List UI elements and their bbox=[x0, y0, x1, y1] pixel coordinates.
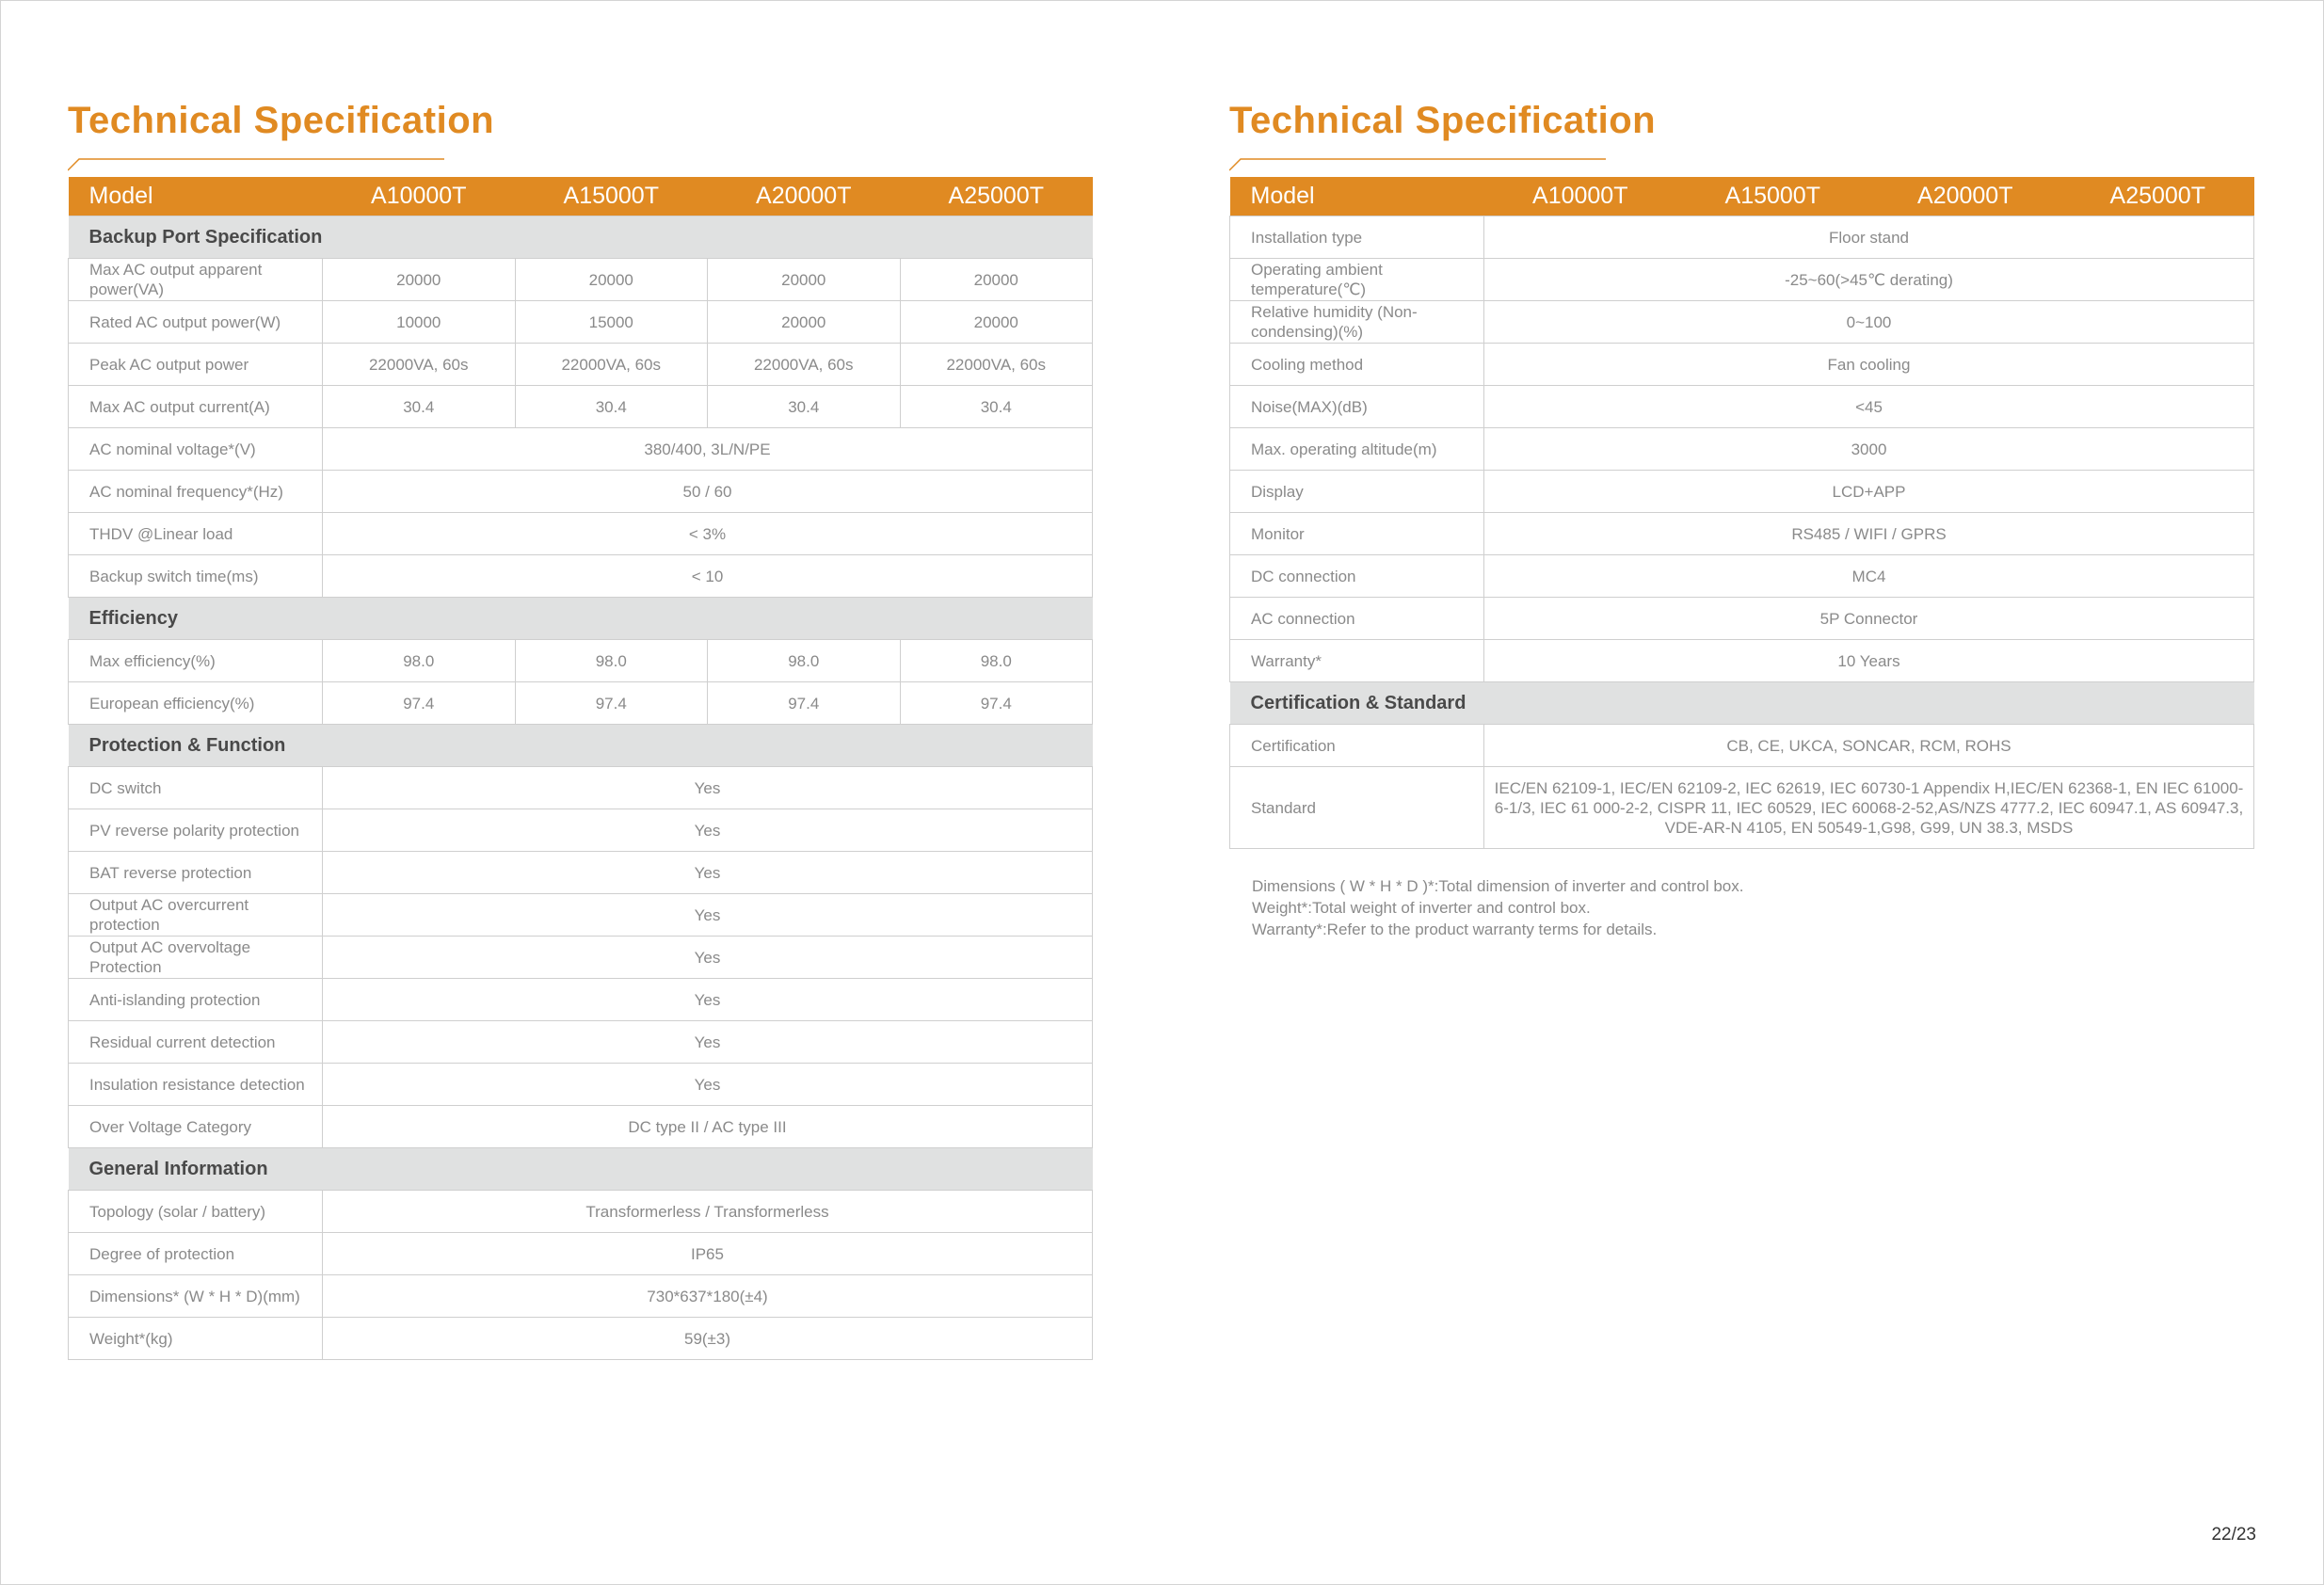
model-column-header: A25000T bbox=[2061, 177, 2254, 216]
page-title: Technical Specification bbox=[1229, 100, 1657, 141]
table-row bbox=[1230, 598, 2254, 640]
row-label: Topology (solar / battery) bbox=[69, 1191, 323, 1233]
row-value: Yes bbox=[323, 937, 1093, 979]
row-label: Certification bbox=[1230, 725, 1484, 767]
section-header-row bbox=[69, 598, 1093, 640]
row-label: Residual current detection bbox=[69, 1021, 323, 1064]
section-header-row bbox=[69, 725, 1093, 767]
row-value: 20000 bbox=[323, 259, 516, 301]
section-title: Backup Port Specification bbox=[69, 216, 1093, 259]
spec-table bbox=[1229, 177, 2254, 849]
row-value: 22000VA, 60s bbox=[515, 344, 708, 386]
row-value: 20000 bbox=[515, 259, 708, 301]
row-label: Display bbox=[1230, 471, 1484, 513]
row-value: Yes bbox=[323, 1021, 1093, 1064]
row-value: 380/400, 3L/N/PE bbox=[323, 428, 1093, 471]
row-label: Relative humidity (Non-condensing)(%) bbox=[1230, 301, 1484, 344]
row-value: 30.4 bbox=[708, 386, 901, 428]
model-column-header: A20000T bbox=[708, 177, 901, 216]
row-value: 5P Connector bbox=[1484, 598, 2254, 640]
table-row bbox=[69, 1064, 1093, 1106]
row-label: Standard bbox=[1230, 767, 1484, 849]
table-row bbox=[1230, 216, 2254, 259]
footnote: Dimensions ( W * H * D )*:Total dimension of inverter and control box. bbox=[1252, 877, 1744, 895]
table-row bbox=[1230, 725, 2254, 767]
row-label: DC connection bbox=[1230, 555, 1484, 598]
row-label: DC switch bbox=[69, 767, 323, 809]
row-label: Max AC output current(A) bbox=[69, 386, 323, 428]
model-column-header: A10000T bbox=[1484, 177, 1677, 216]
section-header-row bbox=[1230, 682, 2254, 725]
row-value: 22000VA, 60s bbox=[708, 344, 901, 386]
row-value: DC type II / AC type III bbox=[323, 1106, 1093, 1148]
table-row bbox=[69, 640, 1093, 682]
model-column-header: A20000T bbox=[1869, 177, 2062, 216]
table-row bbox=[69, 259, 1093, 301]
table-row bbox=[69, 555, 1093, 598]
row-value: MC4 bbox=[1484, 555, 2254, 598]
model-header-row bbox=[1230, 177, 2254, 216]
table-row bbox=[69, 767, 1093, 809]
row-value: 20000 bbox=[900, 259, 1093, 301]
row-label: Installation type bbox=[1230, 216, 1484, 259]
row-value: <45 bbox=[1484, 386, 2254, 428]
table-row bbox=[1230, 344, 2254, 386]
row-value: 97.4 bbox=[708, 682, 901, 725]
row-value: 97.4 bbox=[515, 682, 708, 725]
row-value: 30.4 bbox=[323, 386, 516, 428]
row-value: 59(±3) bbox=[323, 1318, 1093, 1360]
table-row bbox=[69, 471, 1093, 513]
footnotes bbox=[1252, 875, 1743, 940]
row-label: Rated AC output power(W) bbox=[69, 301, 323, 344]
model-column-header: A15000T bbox=[515, 177, 708, 216]
model-label: Model bbox=[1230, 177, 1484, 216]
table-row bbox=[69, 1106, 1093, 1148]
table-row bbox=[69, 428, 1093, 471]
row-value: LCD+APP bbox=[1484, 471, 2254, 513]
row-value: 0~100 bbox=[1484, 301, 2254, 344]
row-label: PV reverse polarity protection bbox=[69, 809, 323, 852]
row-value: 3000 bbox=[1484, 428, 2254, 471]
row-value: 50 / 60 bbox=[323, 471, 1093, 513]
row-label: Peak AC output power bbox=[69, 344, 323, 386]
row-value: Transformerless / Transformerless bbox=[323, 1191, 1093, 1233]
row-value: 98.0 bbox=[708, 640, 901, 682]
table-row bbox=[69, 937, 1093, 979]
row-label: Max. operating altitude(m) bbox=[1230, 428, 1484, 471]
row-value: 10000 bbox=[323, 301, 516, 344]
spec-table bbox=[68, 177, 1093, 1360]
row-value: -25~60(>45℃ derating) bbox=[1484, 259, 2254, 301]
table-row bbox=[69, 301, 1093, 344]
row-label: Max efficiency(%) bbox=[69, 640, 323, 682]
row-label: Over Voltage Category bbox=[69, 1106, 323, 1148]
table-row bbox=[69, 894, 1093, 937]
row-value: 97.4 bbox=[900, 682, 1093, 725]
title-underline bbox=[1229, 158, 1606, 171]
row-label: Degree of protection bbox=[69, 1233, 323, 1275]
row-value: 20000 bbox=[900, 301, 1093, 344]
section-header-row bbox=[69, 216, 1093, 259]
row-value: 98.0 bbox=[900, 640, 1093, 682]
model-column-header: A10000T bbox=[323, 177, 516, 216]
row-value: 30.4 bbox=[515, 386, 708, 428]
table-row bbox=[69, 1191, 1093, 1233]
row-label: Backup switch time(ms) bbox=[69, 555, 323, 598]
row-value: < 3% bbox=[323, 513, 1093, 555]
table-row bbox=[1230, 555, 2254, 598]
row-label: THDV @Linear load bbox=[69, 513, 323, 555]
table-row bbox=[69, 513, 1093, 555]
row-label: Output AC overcurrent protection bbox=[69, 894, 323, 937]
row-value: 22000VA, 60s bbox=[900, 344, 1093, 386]
row-value: Yes bbox=[323, 809, 1093, 852]
footnote: Warranty*:Refer to the product warranty terms for details. bbox=[1252, 921, 1658, 938]
section-title: Efficiency bbox=[69, 598, 1093, 640]
row-value: CB, CE, UKCA, SONCAR, RCM, ROHS bbox=[1484, 725, 2254, 767]
table-row bbox=[69, 1275, 1093, 1318]
row-value: 730*637*180(±4) bbox=[323, 1275, 1093, 1318]
table-row bbox=[1230, 640, 2254, 682]
model-column-header: A15000T bbox=[1676, 177, 1869, 216]
table-row bbox=[69, 682, 1093, 725]
table-row bbox=[69, 809, 1093, 852]
row-value: 30.4 bbox=[900, 386, 1093, 428]
row-value: < 10 bbox=[323, 555, 1093, 598]
row-label: AC connection bbox=[1230, 598, 1484, 640]
row-value: Yes bbox=[323, 1064, 1093, 1106]
page-number: 22/23 bbox=[2211, 1525, 2256, 1545]
row-value: 98.0 bbox=[515, 640, 708, 682]
row-label: AC nominal voltage*(V) bbox=[69, 428, 323, 471]
table-row bbox=[69, 386, 1093, 428]
table-row bbox=[1230, 767, 2254, 849]
row-label: Max AC output apparent power(VA) bbox=[69, 259, 323, 301]
footnote: Weight*:Total weight of inverter and control box. bbox=[1252, 899, 1591, 917]
row-label: Weight*(kg) bbox=[69, 1318, 323, 1360]
table-row bbox=[1230, 301, 2254, 344]
table-row bbox=[69, 1021, 1093, 1064]
row-value: Fan cooling bbox=[1484, 344, 2254, 386]
row-label: Output AC overvoltage Protection bbox=[69, 937, 323, 979]
row-value: 98.0 bbox=[323, 640, 516, 682]
row-label: European efficiency(%) bbox=[69, 682, 323, 725]
page-title: Technical Specification bbox=[68, 100, 495, 141]
row-value: 10 Years bbox=[1484, 640, 2254, 682]
row-label: BAT reverse protection bbox=[69, 852, 323, 894]
table-row bbox=[69, 1318, 1093, 1360]
row-value: Yes bbox=[323, 767, 1093, 809]
row-label: AC nominal frequency*(Hz) bbox=[69, 471, 323, 513]
row-value: Yes bbox=[323, 979, 1093, 1021]
row-value: 15000 bbox=[515, 301, 708, 344]
row-value: IP65 bbox=[323, 1233, 1093, 1275]
row-value: Yes bbox=[323, 852, 1093, 894]
row-value: Floor stand bbox=[1484, 216, 2254, 259]
table-row bbox=[69, 344, 1093, 386]
row-label: Cooling method bbox=[1230, 344, 1484, 386]
section-header-row bbox=[69, 1148, 1093, 1191]
row-value: Yes bbox=[323, 894, 1093, 937]
title-underline bbox=[68, 158, 444, 171]
row-label: Anti-islanding protection bbox=[69, 979, 323, 1021]
table-row bbox=[1230, 428, 2254, 471]
row-value: IEC/EN 62109-1, IEC/EN 62109-2, IEC 62619, IEC 60730-1 Appendix H,IEC/EN 62368-1, EN IEC 61000-6-1/3, IEC 61 000-2-2, CISPR 11, IEC 60529, IEC 60068-2-52,AS/NZS 4777.2, IEC 60947.1, AS 60947.3, VDE-AR-N 4105, EN 50549-1,G98, G99, UN 38.3, MSDS bbox=[1484, 767, 2254, 849]
row-label: Operating ambient temperature(℃) bbox=[1230, 259, 1484, 301]
row-label: Warranty* bbox=[1230, 640, 1484, 682]
row-label: Insulation resistance detection bbox=[69, 1064, 323, 1106]
table-row bbox=[1230, 471, 2254, 513]
row-value: 20000 bbox=[708, 259, 901, 301]
row-label: Dimensions* (W * H * D)(mm) bbox=[69, 1275, 323, 1318]
row-label: Noise(MAX)(dB) bbox=[1230, 386, 1484, 428]
table-row bbox=[69, 979, 1093, 1021]
row-value: RS485 / WIFI / GPRS bbox=[1484, 513, 2254, 555]
row-value: 22000VA, 60s bbox=[323, 344, 516, 386]
model-column-header: A25000T bbox=[900, 177, 1093, 216]
row-label: Monitor bbox=[1230, 513, 1484, 555]
table-row bbox=[69, 852, 1093, 894]
model-label: Model bbox=[69, 177, 323, 216]
section-title: Protection & Function bbox=[69, 725, 1093, 767]
table-row bbox=[69, 1233, 1093, 1275]
table-row bbox=[1230, 513, 2254, 555]
section-title: Certification & Standard bbox=[1230, 682, 2254, 725]
row-value: 20000 bbox=[708, 301, 901, 344]
table-row bbox=[1230, 386, 2254, 428]
row-value: 97.4 bbox=[323, 682, 516, 725]
section-title: General Information bbox=[69, 1148, 1093, 1191]
model-header-row bbox=[69, 177, 1093, 216]
table-row bbox=[1230, 259, 2254, 301]
